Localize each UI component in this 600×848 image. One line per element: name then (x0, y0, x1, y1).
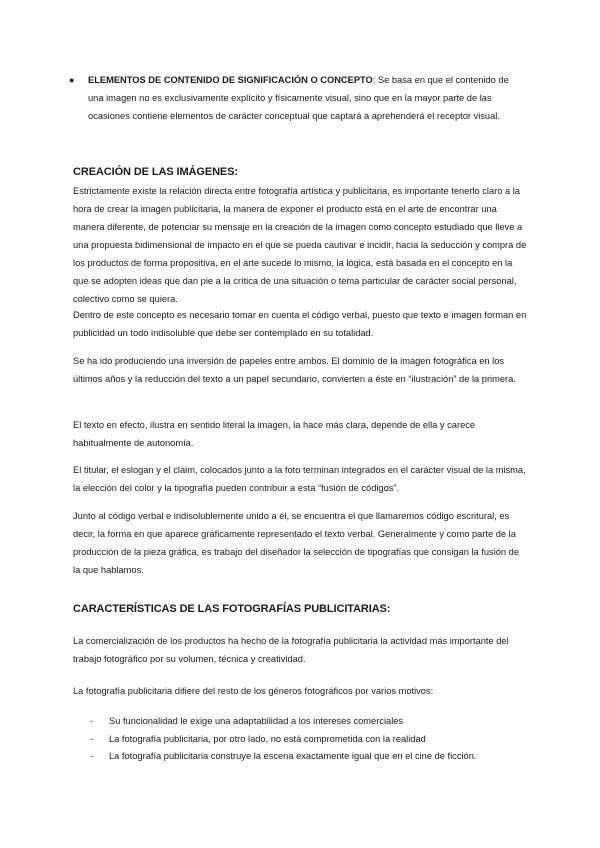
paragraph: Junto al código verbal e indisolublemente unido a él, se encuentra el que llamaremos código escritural, es decir, la forma en que aparece gráficamente representado el texto verbal. Generalmente y como parte de la producción de la pieza gráfica, es trabajo del diseñador la selección de tipografías que consigan la fusión de la que hablamos. (73, 511, 520, 575)
list-item-text: Su funcionalidad le exige una adaptabilidad a los intereses comerciales (109, 716, 404, 726)
dash-marker: - (90, 733, 94, 744)
dash-list (90, 713, 530, 766)
list-item (90, 748, 530, 766)
bullet-item (69, 71, 518, 125)
paragraph: Se ha ido produciendo una inversión de papeles entre ambos. El dominio de la imagen fotográfica en los últimos años y la reducción del texto a un papel secundario, convierten a éste en “ilustración” de la primera. (73, 356, 516, 384)
dash-marker: - (90, 751, 94, 761)
bullet-marker: ● (69, 75, 75, 85)
paragraph: Estrictamente existe la relación directa entre fotografía artística y publicitaria, es importante tenerlo claro a la hora de crear la imagen publicitaria, la manera de exponer el producto está en el arte de encontrar una manera diferente, de potenciar su mensaje en la creación de la imagen como concepto estudiado que lleve a una propuesta bidimensional de impacto en el que se pueda cautivar e incidir, hacia la seducción y compra de los productos de forma propositiva, en el arte sucede lo mismo, la lógica, está basada en el concepto en la que se adopten ideas que dan pie a la crítica de una situación o tema particular de carácter social personal, colectivo como se quiera. (73, 186, 527, 304)
paragraph: El texto en efecto, ilustra en sentido literal la imagen, la hace más clara, depende de ella y carece habitualmente de autonomía. (73, 420, 476, 448)
bullet-text: : Se basa en que el contenido de una imagen no es exclusivamente explícito y físicamente visual, sino que en la mayor parte de las ocasiones contiene elementos de carácter conceptual que captará a aprehenderá el receptor visual. (88, 75, 509, 121)
paragraph: La comercialización de los productos ha hecho de la fotografía publicitaria la actividad más importante del trabajo fotográfico por su volumen, técnica y creatividad. (73, 636, 509, 664)
paragraph: La fotografía publicitaria difiere del resto de los géneros fotográficos por varios motivos: (73, 686, 434, 696)
bullet-label: ELEMENTOS DE CONTENIDO DE SIGNIFICACIÓN O CONCEPTO (88, 75, 373, 85)
section-heading-creacion: CREACIÓN DE LAS IMÁGENES: (73, 166, 238, 178)
list-item (90, 713, 530, 731)
list-item-text: La fotografía publicitaria construye la escena exactamente igual que en el cine de ficción. (109, 751, 477, 761)
section-heading-caracteristicas: CARACTERÍSTICAS DE LAS FOTOGRAFÍAS PUBLICITARIAS: (73, 603, 391, 615)
paragraph: El titular, el eslogan y el claim, colocados junto a la foto terminan integrados en el carácter visual de la misma, la elección del color y la tipografía pueden contribuir a esta “fusión de códigos”. (73, 465, 526, 493)
dash-marker: - (90, 716, 94, 726)
list-item (90, 731, 530, 749)
list-item-text: La fotografía publicitaria, por otro lado, no está comprometida con la realidad (109, 733, 426, 744)
paragraph: Dentro de este concepto es necesario tomar en cuenta el código verbal, puesto que texto e imagen forman en publicidad un todo indisoluble que debe ser contemplado en su totalidad. (73, 310, 527, 338)
